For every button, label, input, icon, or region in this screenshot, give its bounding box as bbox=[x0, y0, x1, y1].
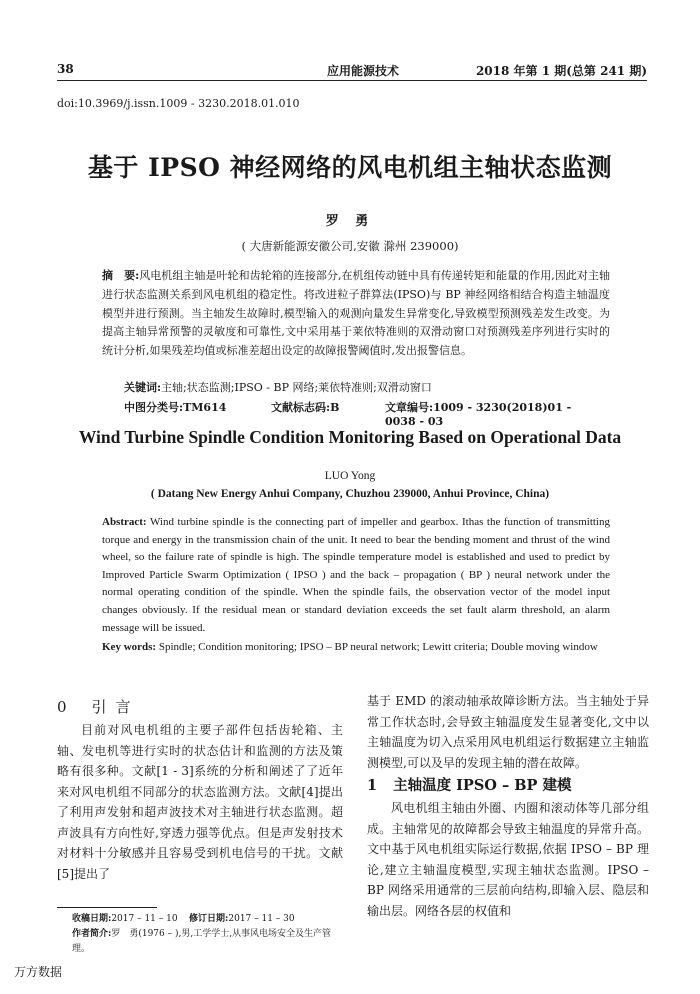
revised-date: 2017 – 11 – 30 bbox=[228, 914, 295, 924]
document-code bbox=[271, 399, 339, 415]
keywords-chinese-text: 主轴;状态监测;IPSO - BP 网络;莱依特准则;双滑动窗口 bbox=[161, 381, 432, 394]
section-1-title: 主轴温度 IPSO – BP 建模 bbox=[393, 777, 572, 794]
footnote-bio bbox=[72, 927, 347, 957]
footnote-rule bbox=[57, 907, 157, 908]
right-paragraph-2: 风电机组主轴由外圈、内圈和滚动体等几部分组成。主轴常见的故障都会导致主轴温度的异常升高。文中基于风电机组实际运行数据,依据 IPSO – BP 理论,建立主轴温度模型,实现主轴状态监测。IPSO – BP 网络采用通常的三层前向结构,即输入层、隐层和输出层。网络各层的权值和 bbox=[367, 801, 649, 918]
section-0-title: 引言 bbox=[91, 698, 140, 716]
keywords-english-text: Spindle; Condition monitoring; IPSO – BP neural network; Lewitt criteria; Double moving window bbox=[156, 641, 598, 653]
abstract-english-label: Abstract: bbox=[102, 516, 147, 528]
affiliation-english: ( Datang New Energy Anhui Company, Chuzhou 239000, Anhui Province, China) bbox=[150, 488, 550, 500]
clc-value: TM614 bbox=[183, 401, 227, 414]
watermark-text: 万方数据 bbox=[14, 965, 63, 979]
abstract-chinese bbox=[102, 267, 610, 361]
received-date: 2017 – 11 – 10 bbox=[111, 914, 178, 924]
doi: doi:10.3969/j.issn.1009 - 3230.2018.01.010 bbox=[57, 97, 300, 110]
footnote-dates bbox=[72, 912, 347, 927]
received-label: 收稿日期: bbox=[72, 914, 112, 924]
article-number bbox=[385, 399, 604, 428]
doc-value: B bbox=[330, 401, 340, 414]
right-paragraph-1: 基于 EMD 的滚动轴承故障诊断方法。当主轴处于异常工作状态时,会导致主轴温度发生显著变化,文中以主轴温度为切入点采用风电机组运行数据建立主轴监测模型,可以及早的发现主轴的潜在故障。 bbox=[367, 694, 649, 770]
clc-number bbox=[124, 399, 226, 415]
abstract-chinese-label: 摘 要: bbox=[102, 269, 140, 282]
keywords-chinese bbox=[124, 379, 432, 395]
doc-label: 文献标志码: bbox=[271, 401, 331, 414]
section-0-paragraph: 目前对风电机组的主要子部件包括齿轮箱、主轴、发电机等进行实时的状态估计和监测的方法及策略有很多种。文献[1 - 3]系统的分析和阐述了了近年来对风电机组不同部分的状态监测方法。文献[4]提出了利用声发射和超声波技术对主轴进行状态监测。超声波具有方向性好,穿透力强等优点。但是声发射技术对材料十分敏感并且容易受到机电信号的干扰。文献[5]提出了 bbox=[57, 723, 343, 881]
clc-label: 中图分类号: bbox=[124, 401, 184, 414]
article-label: 文章编号: bbox=[385, 401, 434, 414]
section-1-number: 1 bbox=[367, 777, 378, 794]
revised-label: 修订日期: bbox=[189, 914, 229, 924]
section-0-heading bbox=[57, 695, 343, 720]
bio-label: 作者简介: bbox=[72, 929, 112, 939]
abstract-chinese-text: 风电机组主轴是叶轮和齿轮箱的连接部分,在机组传动链中具有传递转矩和能量的作用,因此对主轴进行状态监测关系到风电机组的稳定性。将改进粒子群算法(IPSO)与 BP 神经网络相结合构造主轴温度模型并进行预测。当主轴发生故障时,模型输入的观测向量发生异常变化,导致模型预测残差发生改变。为提高主轴异常预警的灵敏度和可靠性,文中采用基于莱依特准则的双滑动窗口对预测残差序列进行实时的统计分析,如果残差均值或标准差超出设定的故障报警阈值时,发出报警信息。 bbox=[102, 269, 610, 358]
keywords-english bbox=[102, 639, 610, 657]
issue-info: 2018 年第 1 期(总第 241 期) bbox=[475, 64, 647, 78]
author-chinese: 罗 勇 bbox=[325, 214, 375, 229]
section-0-number: 0 bbox=[57, 698, 76, 716]
title-chinese: 基于 IPSO 神经网络的风电机组主轴状态监测 bbox=[87, 153, 613, 182]
journal-name: 应用能源技术 bbox=[327, 64, 400, 78]
affiliation-chinese: ( 大唐新能源安徽公司,安徽 滁州 239000) bbox=[241, 239, 459, 253]
bio-text: 罗 勇(1976 – ),男,工学学士,从事风电场安全及生产管理。 bbox=[72, 929, 332, 954]
abstract-english-text: Wind turbine spindle is the connecting part of impeller and gearbox. Ithas the function of transmitting torque and energy in the transmission chain of the unit. It need to bear the bending moment and thrust of the wind wheel, so the failure rate of spindle is high. The spindle temperature model is established and used to predict by Improved Particle Swarm Optimization ( IPSO ) and the back – propagation ( BP ) neural network under the normal operating condition of the spindle. When the spindle fails, the observation vector of the model input changes obviously. If the residual mean or standard deviation exceeds the set fault alarm threshold, an alarm message will be issued. bbox=[102, 516, 610, 634]
body-right-column bbox=[367, 691, 649, 921]
header-rule bbox=[57, 80, 647, 81]
title-english: Wind Turbine Spindle Condition Monitoring Based on Operational Data bbox=[78, 427, 622, 447]
section-1-heading bbox=[367, 773, 649, 798]
running-header bbox=[57, 58, 647, 78]
keywords-chinese-label: 关键词: bbox=[124, 381, 162, 394]
page-number: 38 bbox=[57, 62, 74, 76]
author-english: LUO Yong bbox=[324, 470, 376, 482]
article-value: 1009 - 3230(2018)01 - 0038 - 03 bbox=[385, 401, 572, 428]
abstract-english bbox=[102, 514, 610, 637]
footnote bbox=[72, 912, 347, 957]
keywords-english-label: Key words: bbox=[102, 641, 157, 653]
body-left-column bbox=[57, 695, 343, 884]
